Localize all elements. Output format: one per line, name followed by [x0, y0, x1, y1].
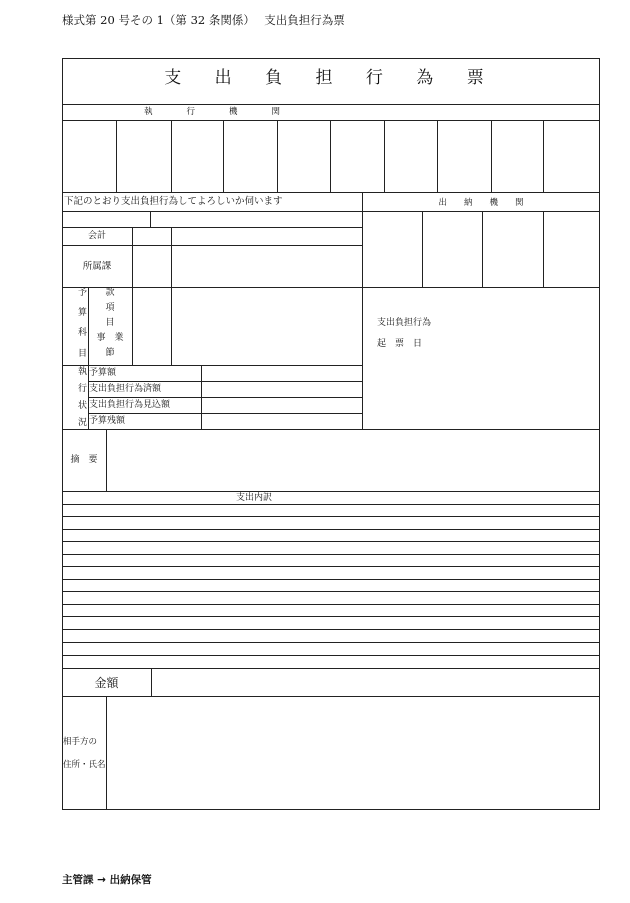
- exec-box-divider: [491, 120, 492, 192]
- draft-date-label: 起 票 日: [377, 339, 423, 349]
- breakdown-row: [62, 655, 600, 656]
- breakdown-row: [62, 541, 600, 542]
- blank-row-divider: [150, 211, 151, 227]
- budget-subject-char: 算: [78, 308, 88, 318]
- line-breakdown-header: [62, 504, 600, 505]
- status-value-divider: [201, 365, 202, 429]
- status-committed-amount: 支出負担行為済額: [89, 384, 162, 394]
- exec-box-divider: [116, 120, 117, 192]
- disbursement-org-label: 出 納 機 関: [438, 198, 524, 208]
- status-expected-amount: 支出負担行為見込額: [89, 400, 171, 410]
- line-title-bottom: [62, 104, 600, 105]
- form-title: 支 出 負 担 行 為 票: [164, 68, 498, 88]
- summary-label: 摘 要: [70, 455, 98, 465]
- breakdown-row: [62, 579, 600, 580]
- line-amount-bottom: [62, 696, 600, 697]
- account-divider-2: [171, 227, 172, 365]
- breakdown-row: [62, 591, 600, 592]
- exec-box-divider: [384, 120, 385, 192]
- summary-divider: [106, 429, 107, 491]
- line-account-bottom: [62, 245, 362, 246]
- status-char: 状: [78, 401, 88, 411]
- breakdown-row: [62, 616, 600, 617]
- counterparty-label-line2: 住所・氏名: [63, 760, 106, 770]
- status-char: 執: [78, 367, 88, 377]
- line-status-row3: [88, 413, 362, 414]
- line-request-bottom: [62, 211, 600, 212]
- line-summary-bottom: [62, 491, 600, 492]
- breakdown-row: [62, 604, 600, 605]
- line-subject-bottom: [62, 365, 362, 366]
- line-status-row1: [88, 381, 362, 382]
- disb-box-divider: [482, 211, 483, 287]
- expenditure-act-label: 支出負担行為: [377, 318, 432, 328]
- subject-kan: 款: [105, 288, 115, 298]
- exec-box-divider: [330, 120, 331, 192]
- execution-org-label: 執 行 機 関: [143, 107, 280, 117]
- breakdown-row: [62, 529, 600, 530]
- status-budget-amount: 予算額: [89, 368, 117, 378]
- counterparty-divider: [106, 696, 107, 810]
- subject-jigyou: 事 業: [96, 333, 124, 343]
- subject-moku: 目: [105, 318, 115, 328]
- line-exec-label-bottom: [62, 120, 600, 121]
- routing-note: 主管課 → 出納保管: [62, 874, 152, 886]
- counterparty-label-line1: 相手方の: [63, 737, 98, 747]
- exec-box-divider: [223, 120, 224, 192]
- account-divider-1: [132, 227, 133, 365]
- breakdown-row: [62, 642, 600, 643]
- status-remaining-budget: 予算残額: [89, 416, 126, 426]
- breakdown-row: [62, 516, 600, 517]
- amount-divider: [151, 668, 152, 696]
- amount-label: 金額: [94, 676, 119, 690]
- disb-box-divider: [422, 211, 423, 287]
- status-char: 行: [78, 384, 88, 394]
- exec-box-divider: [437, 120, 438, 192]
- budget-subject-char: 予: [78, 288, 88, 298]
- account-label: 会計: [87, 231, 106, 241]
- line-left-blank-bottom: [62, 227, 362, 228]
- line-status-bottom: [62, 429, 600, 430]
- breakdown-label: 支出内訳: [235, 493, 272, 503]
- voucher-form-frame: [62, 58, 600, 810]
- exec-box-divider: [277, 120, 278, 192]
- status-char: 況: [78, 418, 88, 428]
- breakdown-row: [62, 629, 600, 630]
- budget-subject-char: 目: [78, 349, 88, 359]
- subject-kou: 項: [105, 303, 115, 313]
- exec-box-divider: [543, 120, 544, 192]
- line-exec-boxes-bottom: [62, 192, 600, 193]
- form-number-header: 様式第 20 号その 1（第 32 条関係） 支出負担行為票: [62, 13, 345, 27]
- line-status-row2: [88, 397, 362, 398]
- budget-subject-char: 科: [78, 328, 88, 338]
- breakdown-row: [62, 566, 600, 567]
- request-text: 下記のとおり支出負担行為してよろしいか伺います: [64, 196, 283, 207]
- line-breakdown-bottom: [62, 668, 600, 669]
- disb-box-divider: [543, 211, 544, 287]
- exec-box-divider: [171, 120, 172, 192]
- main-column-divider: [362, 192, 363, 429]
- subject-setsu: 節: [105, 348, 115, 358]
- breakdown-row: [62, 554, 600, 555]
- department-label: 所属課: [82, 261, 112, 272]
- line-department-bottom: [62, 287, 600, 288]
